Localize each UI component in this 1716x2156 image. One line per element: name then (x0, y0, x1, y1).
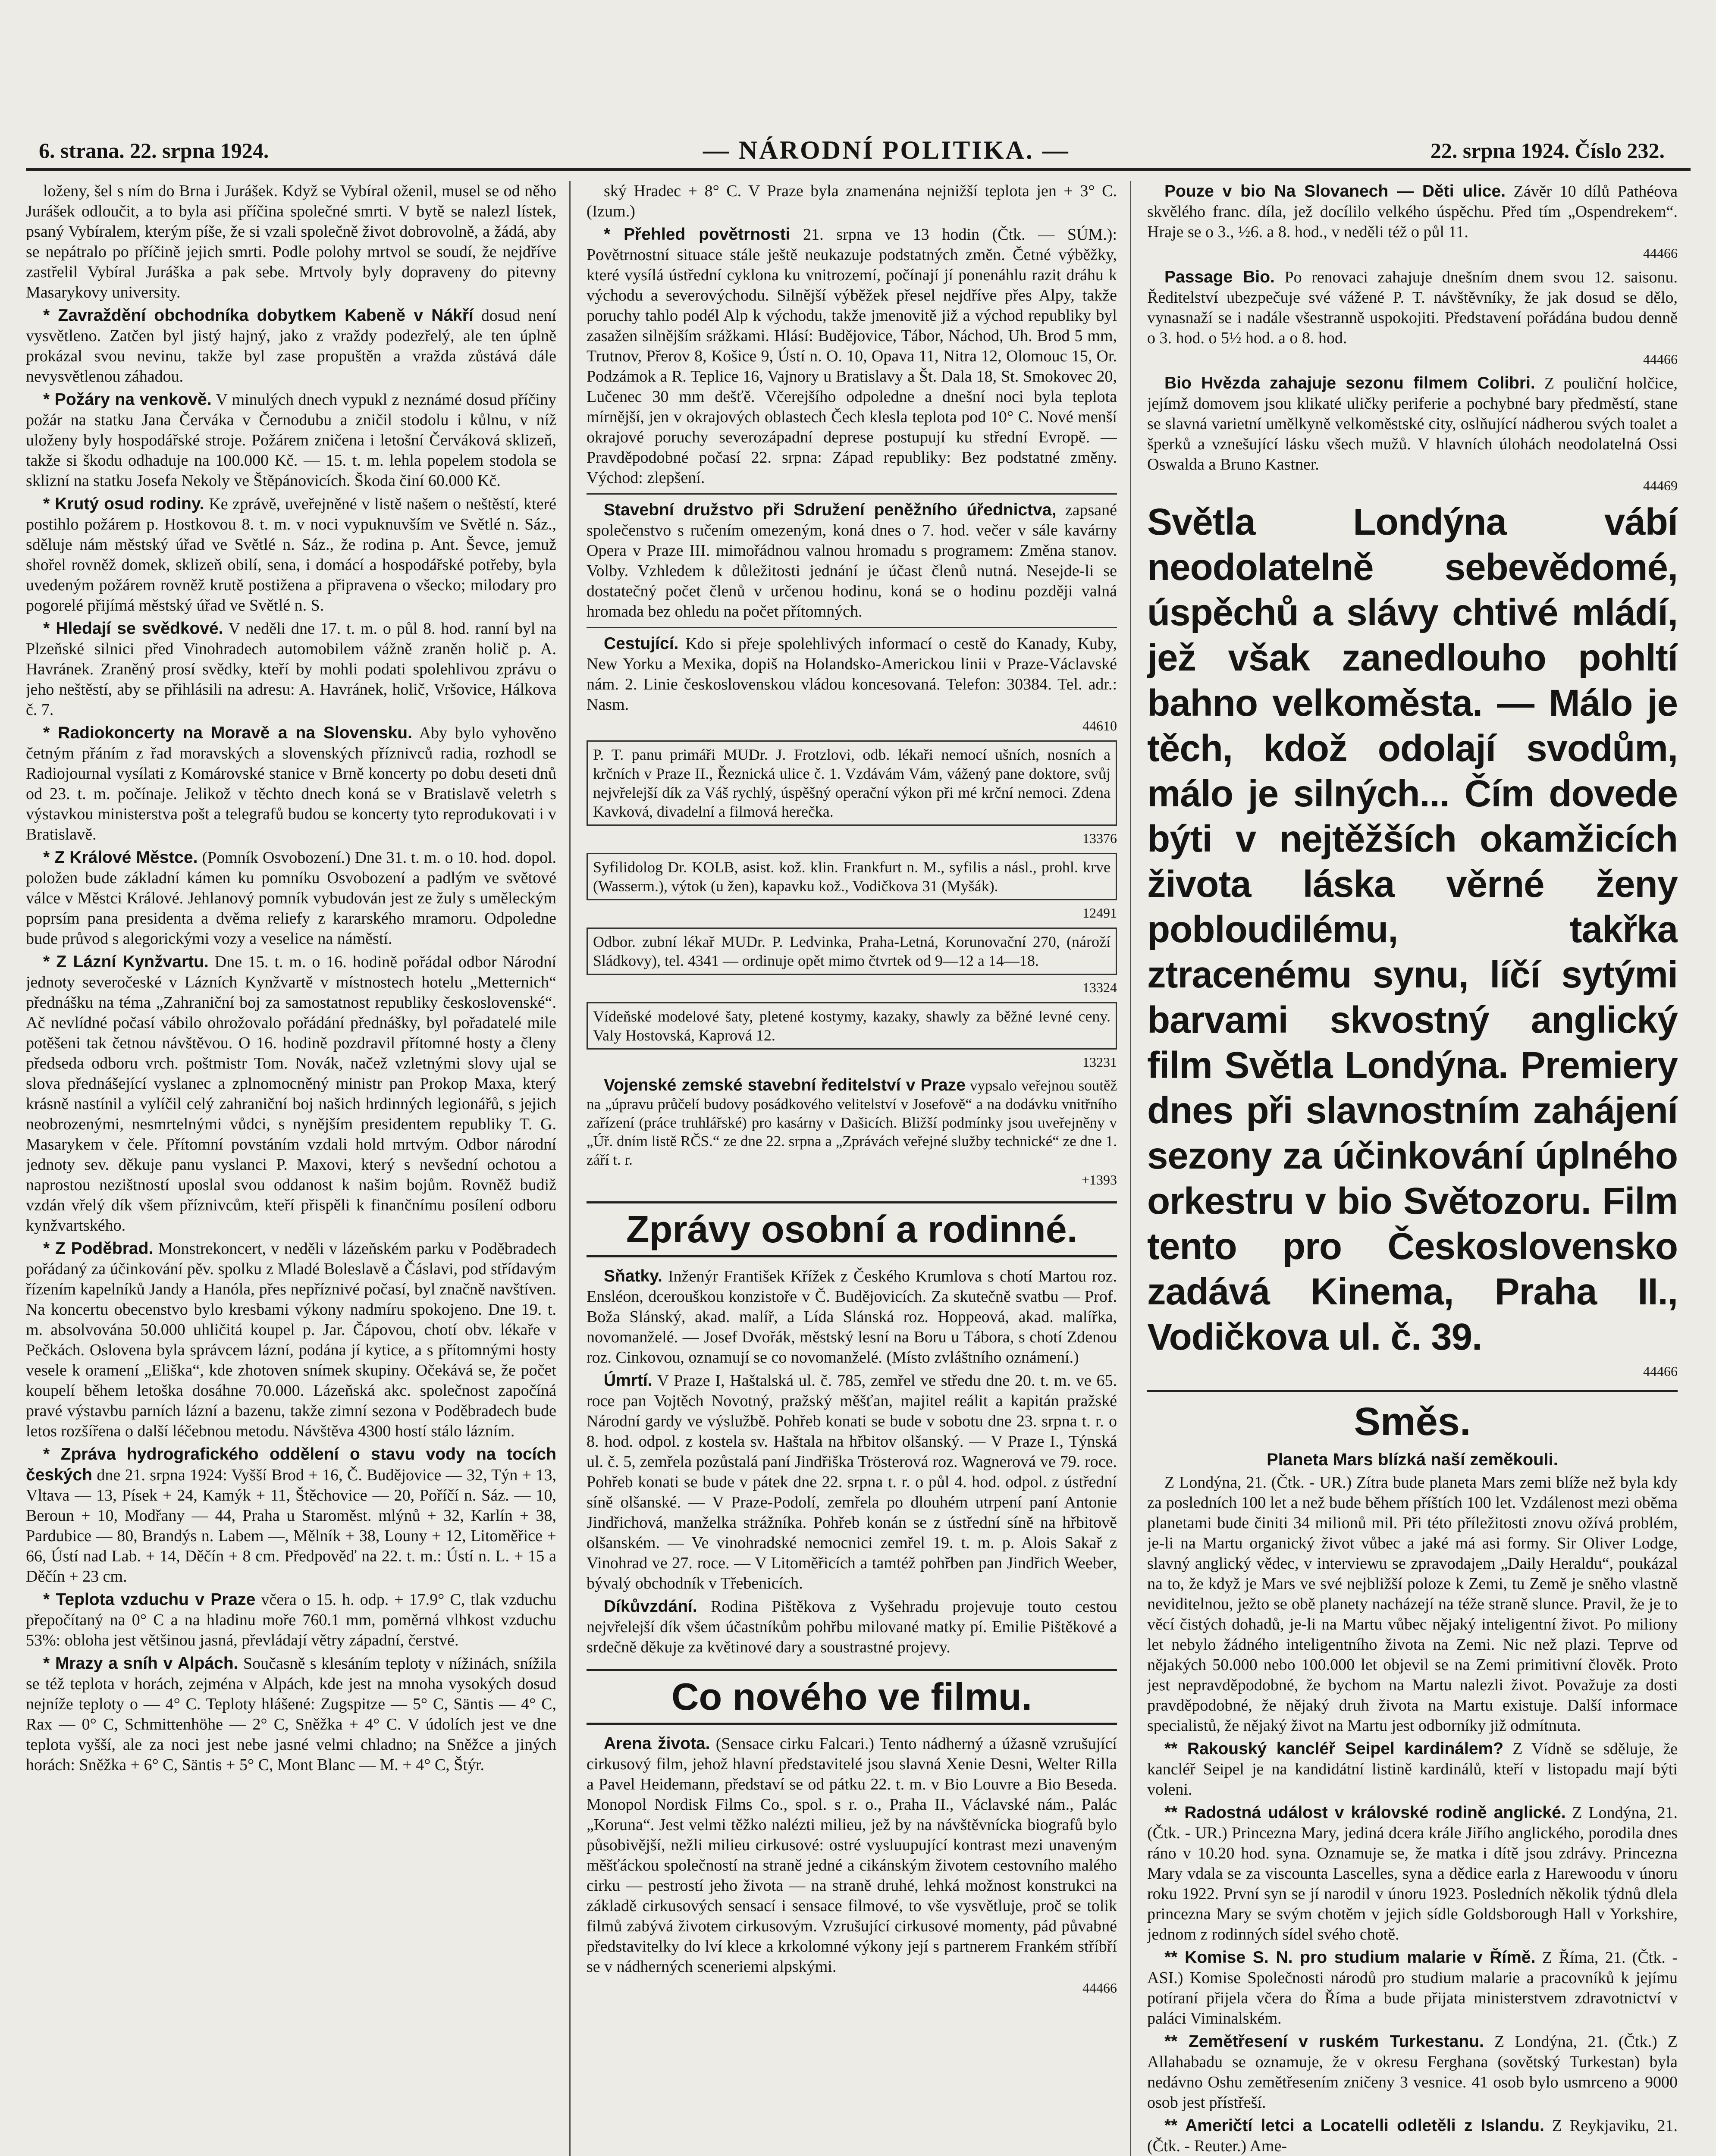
article-podebrady (26, 1238, 556, 1442)
article-marriages (587, 1266, 1117, 1368)
ad-travellers (587, 633, 1117, 715)
article-heading: * Přehled povětrnosti (604, 225, 791, 244)
article-heading: * Zpráva hydrografického oddělení o stavu vody na tocích českých (26, 1445, 556, 1484)
article-mars: Z Londýna, 21. (Čtk. - UR.) Zítra bude planeta Mars zemi blíže než byla kdy za posledních 100 let a než bude během příštích 100 let. Vzdálenost mezi oběma planetami bude činiti 34 milionů mil. Při této příležitosti znovu ožívá problém, je-li na Martu organický život vůbec a jaké má asi formy. Sir Oliver Lodge, slavný anglický vědec, v interviewu se zpravodajem „Daily Heraldu“, poukázal na to, že když je Mars ve své nejbližší poloze k Zemi, tu Země je sněho vlastně neviditelnou, ježto se obě planety nacházejí na téže straně slunce. Pravil, že je to věcí čistých dohadů, je-li na Martu vůbec nějaký inteligentní život. Po miliony let nebylo žádného inteligentního života na Zemi. Nic než plazi. Teprve od nějakých 50.000 nebo 100.000 let objevil se na Zemi primitivní člověk. Proto jest nepravděpodobné, že bychom na Martu nalezli život. Považuje za dosti pravděpodobné, že nějaký druh života na Martu existuje. Další informace specialistů, že nějaký život na Martu jest odborníky již odmítnuta. (1147, 1473, 1678, 1735)
article-witnesses (26, 618, 556, 720)
article-text: Inženýr František Křížek z Českého Krumlova s chotí Martou roz. Ensléon, dcerouškou konzistoře v Č. Budějovicích. Za skutečně svatbu — Prof. Boža Slánský, akad. malíř, a Lída Slánská roz. Hoppeová, akad. malířka, novomanželé. — Josef Dvořák, městský lesní na Boru u Tábora, s chotí Zdenou roz. Cinkovou, oznamují se co novomanželé. (Místo zvláštního oznámení.) (587, 1267, 1117, 1366)
film-hvezda (1147, 373, 1678, 475)
article-text: Ke zprávě, uveřejněné v listě našem o neštěstí, které postihlo požárem p. Hostkovou 8. t. m. v noci vypuknuvším ve Světlé n. Sáz., sděluje nám městský úřad ve Světlé n. Sáz., že rodina p. Ant. Ševce, jemuž shořel rovněž domek, sklizeň obilí, sena, i domácí a hospodářské potřeby, byla uvedeným požárem rovněž krutě postižena a připravena o všecko; milodary pro pogorelé přijímá městský úřad ve Světlé n. S. (26, 495, 556, 614)
article-heading: * Krutý osud rodiny. (43, 495, 204, 513)
article-heading: * Požáry na venkově. (43, 390, 212, 409)
article-text: V minulých dnech vypukl z neznámé dosud příčiny požár na statku Jana Červáka v Černodubu a zničil stodolu i kůlnu, v níž uloženy byly hospodářské stroje. Požárem zničena i letošní Červáková sklizeň, takže si škodu odhaduje na 100.000 Kč. — 15. t. m. lehla popelem stodola se sklizní na statku Josefa Nekoly ve Štěpánovicích. Škoda činí 60.000 Kč. (26, 391, 556, 490)
ad-code: 44466 (1643, 245, 1678, 261)
article-aviators (1147, 2115, 1678, 2156)
film-na-slovanech (1147, 181, 1678, 242)
article-heading: Arena života. (604, 1734, 710, 1753)
article-radio (26, 723, 556, 845)
ad-text: P. T. panu primáři MUDr. J. Frotzlovi, odb. lékaři nemocí ušních, nosních a krčních v Praze II., Řeznická ulice č. 1. Vzdávám Vám, vážený pane doktore, svůj nejvřelejší dík za Váš rychlý, úspěšný operační výkon při mé krční nemoci. Zdena Kavková, divadelní a filmová herečka. (593, 746, 1111, 820)
article-text: dosud není vysvětleno. Zatčen byl jistý hajný, jako z vraždy podezřelý, ale ten úplně prokázal svou nevinu, takže byl zase propuštěn a vražda zůstává dále nevysvětlenou záhadou. (26, 307, 556, 385)
ad-code: +1393 (1081, 1172, 1117, 1188)
article-malaria (1147, 1947, 1678, 2029)
article-kynzvart (26, 952, 556, 1236)
film-passage (1147, 267, 1678, 348)
article-heading: * Z Poděbrad. (43, 1239, 154, 1258)
section-title-smes: Směs. (1147, 1390, 1678, 1445)
page-number-date: 6. strana. 22. srpna 1924. (39, 138, 269, 163)
article-text: Z Reykjaviku, 21. (Čtk. - Reuter.) Ame- (1147, 2117, 1678, 2155)
article-text: (Pomník Osvobození.) Dne 31. t. m. o 10. hod. dopol. položen bude základní kámen ku pomníku Osvobození a padlým ve světové válce v Městci Králové. Jehlanový pomník vybudován jest ze žuly s uměleckým poprsím pana presidenta a dvěma reliefy z kararského mramoru. Odpoledne bude průvod s alegorickými vozy a veselice na náměstí. (26, 849, 556, 948)
article-text: 21. srpna ve 13 hodin (Čtk. — SÚM.): Povětrnostní situace stále ještě neukazuje podstatných změn. Četné výběžky, které vysílá ústřední cyklona ku vnitrozemí, počínají jí ponenáhlu razit dráhu k východu a severovýchodu. Silnější výběžek přesel nejdříve přes Alpy, takže poruchy tahlo podél Alp k východu, takže jmenovitě již a východ republiky byl zasažen silnějším srážkami. Hlásí: Budějovice, Tábor, Náchod, Uh. Brod 5 mm, Trutnov, Přerov 8, Košice 9, Ústí n. O. 10, Opava 11, Nitra 12, Olomouc 15, Or. Podzámok a R. Teplice 16, Vajnory u Bratislavy a Št. Dala 18, St. Smokovec 20, Lučenec 30 mm dešťě. Včerejšího odpoledne a dnešní noci byla teplota mírnější, jen v okrajových oblastech Čech klesla teplota pod 10° C. Nové menší okrajové poruchy severozápadní deprese postupují ku střední Evropě. — Pravděpodobné počasí 22. srpna: Západ republiky: Bez podstatné změny. Východ: zlepšení. (587, 226, 1117, 487)
article-heading: Úmrtí. (604, 1371, 653, 1390)
column-3 (1147, 181, 1678, 2156)
article-kralove-mestec (26, 847, 556, 949)
ad-hostovska (587, 1002, 1117, 1050)
article-heading: * Z Lázní Kynžvartu. (43, 953, 209, 971)
ad-kolb (587, 853, 1117, 900)
article-text: Po renovaci zahajuje dnešním dnem svou 12. saisonu. Ředitelství ubezpečuje své vážené P. T. návštěvníky, že jak dosud se dělo, vynasnaží se i nadále všestranně uspokojiti. Představení pořádána budou denně o 3. hod. o 5½ hod. a o 8. hod. (1147, 268, 1678, 347)
article-text: Z Říma, 21. (Čtk. - ASI.) Komise Společnosti národů pro studium malarie a pracovníků k jejímu potíraní přijela včera do Říma a bude přijata ministerstvem zdravotnictví v paláci Viminalském. (1147, 1949, 1678, 2028)
article-heading: Stavební družstvo při Sdružení peněžního úřednictva, (604, 501, 1057, 519)
ad-code: 13324 (1082, 980, 1117, 995)
article-heading: * Mrazy a sníh v Alpách. (43, 1654, 238, 1673)
article-heading: * Teplota vzduchu v Praze (43, 1590, 256, 1609)
article-heading: Díkůvzdání. (604, 1597, 697, 1616)
separator (587, 627, 1117, 628)
article-heading: * Zavraždění obchodníka dobytkem Kabeně v Nákří (43, 306, 474, 325)
article-text: Z Londýna, 21. (Čtk. - UR.) Princezna Mary, jediná dcera krále Jiřího anglického, porodila dnes ráno v 10.20 hod. syna. Oznamuje se, že matka i dítě jsou zdrávy. Princezna Mary vdala se za viscounta Lascelles, syna a dědice earla z Harewoodu v únoru roku 1922. První syn se jí narodil v únoru 1923. Posledních několik týdnů dlela princezna Mary se svým chotěm v jejich sídle Goldsborough Hall v Yorkshire, jednom z rodinných sídel svého chotě. (1147, 1804, 1678, 1943)
article-heading: Sňatky. (604, 1267, 662, 1285)
article-thanks (587, 1596, 1117, 1658)
ad-code: 44610 (1082, 718, 1117, 733)
article-text: dne 21. srpna 1924: Vyšší Brod + 16, Č. Budějovice — 32, Týn + 13, Vltava — 13, Písek + 24, Kamýk + 11, Štěchovice — 20, Poříčí n. Sáz. — 10, Beroun + 10, Modřany — 44, Praha u Staroměst. mlýnů + 32, Karlín + 38, Pardubice — 80, Brandýs n. Labem —, Mělník + 38, Louny + 12, Litoměřice + 66, Ústí nad Lab. + 14, Děčín + 8 cm. Předpověď na 22. t. m.: Ústí n. L. + 15 a Děčín + 23 cm. (26, 1466, 556, 1586)
article-water-levels (26, 1444, 556, 1587)
article-heading: Cestující. (604, 634, 679, 653)
article-deaths (587, 1370, 1117, 1594)
article-temperature (26, 1589, 556, 1651)
separator (587, 493, 1117, 495)
article-text: Současně s klesáním teploty v nížinách, snížila se též teplota v horách, zejména v Alpách, kde jest na mnoha vysokých dosud nejníže teploty o — 4° C. Teploty hlášené: Zugspitze — 5° C, Säntis — 4° C, Rax — 0° C, Schmittenhöhe — 2° C, Sněžka + 4° C. V údolích jest ve dne teplota vyšší, ale za noci jest nebe jasné velmi chladno; na Sněžce a jiných horách: Sněžka + 6° C, Säntis + 5° C, Mont Blanc — M. + 4° C, Štýr. (26, 1655, 556, 1774)
article-heading: * Radiokoncerty na Moravě a na Slovensku. (43, 724, 412, 742)
column-2 (587, 181, 1117, 2156)
article-text: Rodina Pištěkova z Vyšehradu projevuje touto cestou nejvřelejší dík všem účastníkům pohřbu milované matky pí. Emilie Pištěkové a srdečně děkuje za květinové dary a soustrastné projevy. (587, 1598, 1117, 1656)
article-text: V neděli dne 17. t. m. o půl 8. hod. ranní byl na Plzeňské silnici před Vinohradech automobilem vážně zraněn holič p. A. Havránek. Zraněný prosí svědky, kteří by mohli podati spolehlivou zprávu o jeho neštěstí, aby se přihlásili na adresu: A. Havránek, holič, Vršovice, Hálkova č. 7. (26, 620, 556, 719)
article-alps (26, 1653, 556, 1775)
article-text: včera o 15. h. odp. + 17.9° C, tlak vzduchu přepočítaný na 0° C a na hladinu moře 760.1 mm, poměrná vlhkost vzduchu 53%: obloha jest většinou jasná, převládají větry západní, čerstvé. (26, 1591, 556, 1649)
article-subtitle-mars: Planeta Mars blízká naší zeměkouli. (1267, 1450, 1558, 1469)
ad-code: 13231 (1082, 1054, 1117, 1070)
notice-building-coop (587, 500, 1117, 622)
ad-code: 44466 (1643, 351, 1678, 367)
ad-text: Odbor. zubní lékař MUDr. P. Ledvinka, Praha-Letná, Korunovační 270, (nároží Sládkovy), tel. 4341 — ordinuje opět mimo čtvrtek od 9—12 a 14—18. (593, 933, 1111, 969)
article-text: V Praze I, Haštalská ul. č. 785, zemřel ve středu dne 20. t. m. ve 65. roce pan Vojtěch Novotný, pražský měšťan, majitel reálit a kapitán pražské Národní gardy ve výslužbě. Pohřeb konati se bude v sobotu dne 23. srpna t. r. o 8. hod. odpol. z kostela sv. Haštala na hřbitov olšanský. — V Praze I., Týnská ul. č. 5, zemřela pozůstalá paní Jindřiška Trösterová roz. Wagnerová ve 79. roce. Pohřeb konati se bude v pátek dne 22. srpna t. r. o půl 4. hod. odpol. z ústřední síně olšanské. — V Praze-Podolí, zemřela po dlouhém utrpení paní Antonie Jindřichová, manželka strážníka. Pohřeb konán se z ústřední síně na hřbitově olšanském. — Ve vinohradské nemocnici zemřel 19. t. m. p. Alois Sakař z Vinohrad ve 27. roce. — V Litoměřicích a tamtéž pohřben pan Jindřich Weeber, bývalý obchodník v Třebenicích. (587, 1372, 1117, 1592)
article-text: zapsané společenstvo s ručením omezeným, koná dnes o 7. hod. večer v sále kavárny Opera v Praze III. mimořádnou valnou hromadu s programem: Změna stanov. Volby. Vzhledem k důležitosti jednání je účast členů nutná. Nesejde-li se dostatečný počet členů v určenou hodinu, koná se o hodinu později valná hromada bez ohledu na počet přítomných. (587, 501, 1117, 620)
article-heading: ** Radostná událost v královské rodině anglické. (1164, 1803, 1566, 1822)
article-heading: ** Američtí letci a Locatelli odletěli z Islandu. (1164, 2116, 1544, 2135)
article-heading: ** Zemětřesení v ruském Turkestanu. (1164, 2032, 1484, 2051)
article-heading: Vojenské zemské stavební ředitelství v Praze (604, 1076, 966, 1094)
article-heading: * Z Králové Městce. (43, 848, 198, 867)
ad-ledvinka (587, 928, 1117, 975)
ad-code: 12491 (1082, 905, 1117, 921)
section-title-film: Co nového ve filmu. (587, 1669, 1117, 1725)
article-heading: Passage Bio. (1164, 268, 1275, 286)
issue-date-number: 22. srpna 1924. Číslo 232. (1430, 138, 1665, 163)
article-text: Monstrekoncert, v neděli v lázeňském parku v Poděbradech pořádaný za účinkování pěv. spolku z Mladé Boleslavě a Čáslavi, pod střídavým řízením kapelníků Jandy a Hanóla, přes nepříznivé počasí, byl značně navštíven. Na koncertu obecenstvo bylo kresbami výkony nadmíru spokojeno. Dne 19. t. m. absolvována 50.000 uhličitá koupel p. Jar. Čápovou, chotí obv. lékaře v Pečkách. Oslovena byla správcem lázní, podána jí kytice, a s přítomnými hosty vesele k oramení „Eliška“, kde zhotoven snímek skupiny. Očekává se, že počet koupelí během letoška dosáhne 70.000. Lázeňská akc. společnost započíná pravé výstavbu parních lázní a bazenu, takže zimní sezona v Poděbradech bude letos rozšířena o další léčebnou metodu. Návštěva 4300 hostí stálo lázním. (26, 1240, 556, 1440)
article-weather-cont: ský Hradec + 8° C. V Praze byla znamenána nejnižší teplota jen + 3° C. (Izum.) (587, 182, 1117, 220)
article-family (26, 494, 556, 616)
article-text: Z Vídně se sděluje, že kancléř Seipel je na kandidátní listině kardinálů, kteří v listopadu mají býti voleni. (1147, 1740, 1678, 1799)
column-1 (26, 181, 556, 2156)
article-text: vypsalo veřejnou soutěž na „úpravu průčelí budovy posádkového velitelství v Josefově“ a na dodávku vnitřního zařízení (práce truhlářské) pro kasárny v Dašicích. Bližší podmínky jsou uveřejněny v „Úř. dním listě RČS.“ ze dne 22. srpna a „Zprávách veřejné služby technické“ ze dne 1. září t. r. (587, 1077, 1117, 1168)
article-earthquake (1147, 2031, 1678, 2113)
ad-code: 13376 (1082, 830, 1117, 846)
article-heading: Pouze v bio Na Slovanech — Děti ulice. (1164, 182, 1506, 201)
masthead: — NÁRODNÍ POLITIKA. — (703, 136, 1070, 164)
article-vybiral: loženy, šel s ním do Brna i Jurášek. Když se Vybíral oženil, musel se od něho Jurášek odloučit, a to byla asi příčina společné smrti. V bytě se nalezl lístek, psaný Vybíralem, kterým píše, že si vzali společně život dobrovolně, a žádá, aby se nepátralo po příčině jejich smrti. Podle polohy mrtvol se soudí, že nejdříve zastřelil Vybíral Juráška a pak sebe. Mrtvoly byly dopraveny do pitevny Masarykovy university. (26, 182, 556, 301)
page-header (26, 129, 1691, 171)
ad-frotzl (587, 740, 1117, 826)
article-heading: ** Rakouský kancléř Seipel kardinálem? (1164, 1739, 1504, 1758)
article-fires (26, 389, 556, 491)
column-divider (569, 181, 571, 2156)
notice-military (587, 1076, 1117, 1169)
promo-svetla-londyna: Světla Londýna vábí neodolatelně sebevědomé, úspěchů a slávy chtivé mládí, jež však zanedlouho pohltí bahno velkoměsta. — Málo je těch, kdož odolají svodům, málo je silných... Čím dovede býti v nejtěžších okamžicích života láska věrné ženy pobloudilému, takřka ztracenému synu, líčí sytými barvami skvostný anglický film Světla Londýna. Premiery dnes při slavnostním zahájení sezony za účinkování úplného orkestru v bio Světozoru. Film tento pro Československo zadává Kinema, Praha II., Vodičkova ul. č. 39. (1147, 501, 1678, 1358)
article-royal (1147, 1802, 1678, 1945)
article-text: (Sensace cirku Falcari.) Tento nádherný a úžasně vzrušující cirkusový film, jehož hlavní představitelé jsou slavná Xenie Desni, Welter Rilla a Pavel Heidemann, představí se od pátku 22. t. m. v Bio Louvre a Bio Beseda. Monopol Nordisk Films Co., spol. s r. o., Praha II., Václavské nám., Palác „Koruna“. Jest velmi těžko nalézti milieu, jež by na návštěvnícka biografů bylo působivější, nežli milieu cirkusové: ostré vysluupující kontrast mezi unaveným měšťáckou společností na straně jedné a cikánským životem cestovního malého cirku — pestrostí jeho života — na straně druhé, lehká možnost konstrukci na základě cirkusových sensací i sensace filmové, to vše vysvětluje, proč se tolik filmů zabývá životem cirkusovým. Vzrušující cirkusové momenty, pád půvabné představitelky do lví klece a krkolomné výkony její s partnerem Frankém stříbří se v nádherných sceneriemi alpskými. (587, 1735, 1117, 1976)
article-text: Závěr 10 dílů Pathéova skvělého franc. díla, jež docílilo velkého úspěchu. Před tím „Ospendrekem“. Hraje se o 3., ½6. a 8. hod., v neděli též o půl 11. (1147, 182, 1678, 241)
article-text: Z Londýna, 21. (Čtk.) Z Allahabadu se oznamuje, že v okresu Ferghana (sovětský Turkestan) byla nedávno Oshu zemětřesením zničeny 3 vesnice. 41 osob bylo usmrceno a 9000 osob jest přístřeší. (1147, 2033, 1678, 2112)
article-text: Aby bylo vyhověno četným přáním z řad moravských a slovenských příznivců radia, rozhodl se Radiojournal vysílati z Komárovské stanice v Brně koncerty po dobu deseti dnů od 23. t. m. počínaje. Jelikož v těchto dnech koná se v Bratislavě veletrh s výstavkou ministerstva pošt a telegrafů budou se koncerty tyto reprodukovati i v Bratislavě. (26, 724, 556, 843)
article-text: Kdo si přeje spolehlivých informací o cestě do Kanady, Kuby, New Yorku a Mexika, dopiš na Holandsko-Americkou linii v Praze-Václavské nám. 2. Linie československou vládou koncesovaná. Telefon: 30384. Tel. adr.: Nasm. (587, 635, 1117, 714)
article-heading: Bio Hvězda zahajuje sezonu filmem Colibri. (1164, 374, 1535, 392)
ad-code: 44469 (1643, 478, 1678, 493)
article-seipel (1147, 1739, 1678, 1800)
article-heading: ** Komise S. N. pro studium malarie v Římě. (1164, 1948, 1536, 1967)
article-kabene (26, 305, 556, 387)
ad-code: 44466 (1643, 1363, 1678, 1379)
ad-text: Vídeňské modelové šaty, pletené kostymy, kazaky, shawly za běžné levné ceny. Valy Hostovská, Kaprová 12. (593, 1008, 1111, 1044)
ad-text: Syfilidolog Dr. KOLB, asist. kož. klin. Frankfurt n. M., syfilis a násl., prohl. krve (Wasserm.), výtok (u žen), kapavku kož., Vodičkova 31 (Myšák). (593, 859, 1111, 895)
article-forecast (587, 224, 1117, 488)
article-heading: * Hledají se svědkové. (43, 619, 223, 638)
article-arena (587, 1733, 1117, 1977)
section-title-personal: Zprávy osobní a rodinné. (587, 1201, 1117, 1257)
ad-code: 44466 (1082, 1980, 1117, 1996)
article-text: Dne 15. t. m. o 16. hodině pořádal odbor Národní jednoty severočeské v Lázních Kynžvartě v místnostech hotelu „Metternich“ přednášku na téma „Zahraniční boj za samostatnost republiky československé“. Ač nevlídné počasí vábilo ohrožovalo pořádání přednášky, byl pořadatelé mile potěšeni tak četnou návštěvou. O 16. hodině pozdravil přítomné hosty a členy předseda odboru vrch. poštmistr Tom. Novák, načež vzletnými slovy ujal se slova přednášející vyslanec a zplnomocněný ministr pan Prokop Maxa, který krásně nastínil a vylíčil celý zahraniční boj našich hrdinných legionářů, s jejich neobrozenými, nesmrtelnými vůdci, s nynějším presidentem republiky T. G. Masarykem v čele. Přítomní povstáním vzdali hold mrtvým. Odbor národní jednoty sev. děkuje panu vyslanci P. Maxovi, který s nevšední ochotou a naprostou nezištností uposlal svou oddanost k našim bojům. Rovněž budiž vzdán vřelý dík všem příznivcům, kteří přispěli k finančnímu posílení odboru kynžvartského. (26, 953, 556, 1235)
article-text: Z pouliční holčice, jejímž domovem jsou klikaté uličky periferie a pochybné bary předměstí, stane se slavná varietní umělkyně velkoměstské city, oslňující nádherou svých toalet a šperků a vznešující lásku všech mužů. V hlavních úlohách neodolatelná Ossi Oswalda a Bruno Kastner. (1147, 374, 1678, 473)
column-divider (1130, 181, 1131, 2156)
